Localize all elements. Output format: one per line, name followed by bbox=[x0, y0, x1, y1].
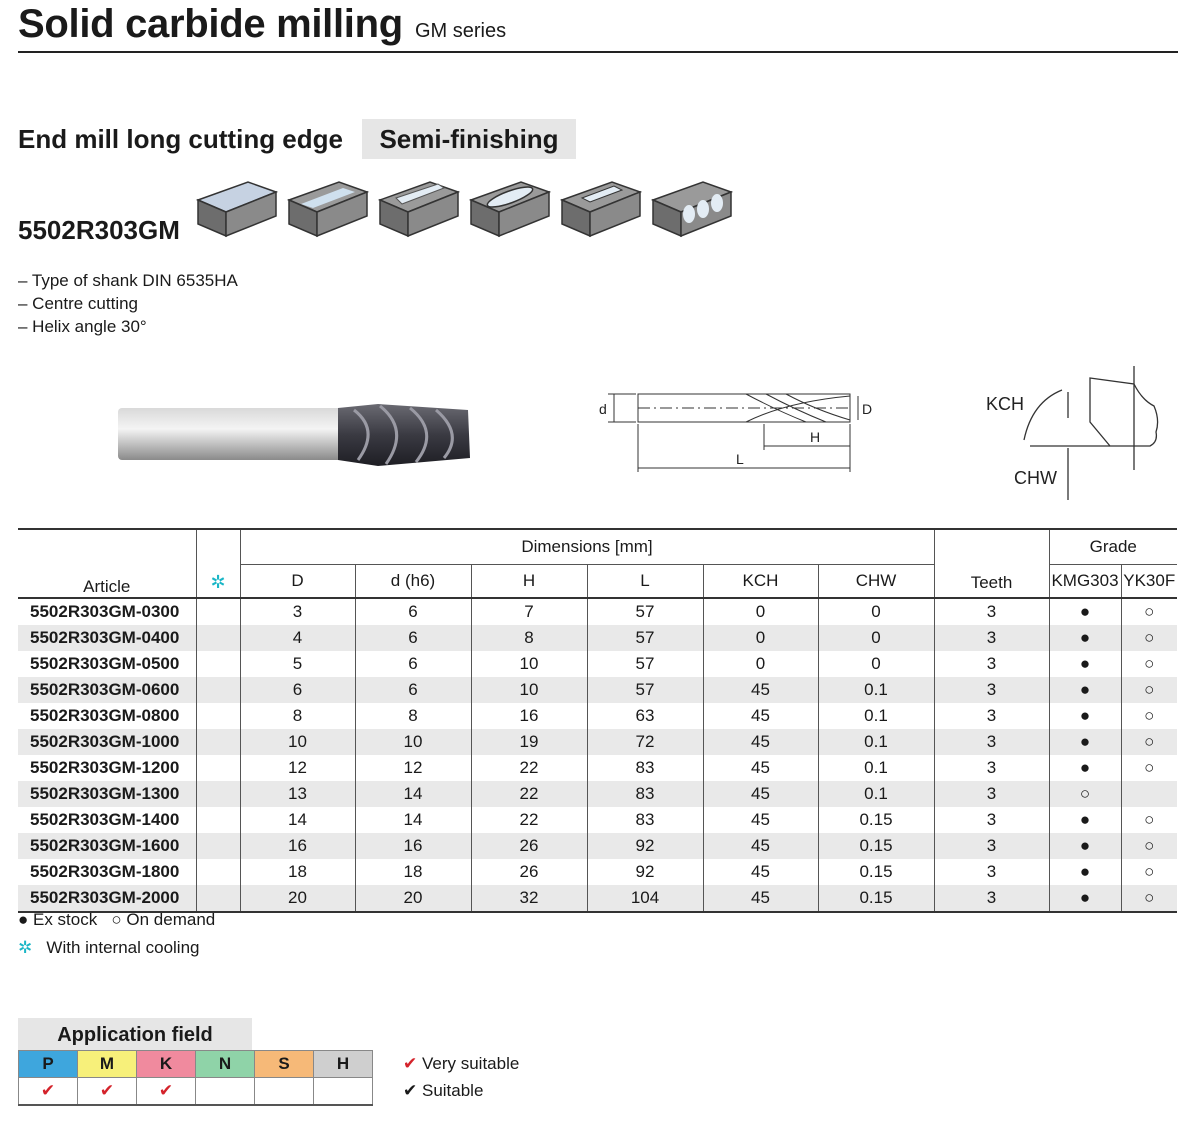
cell-KCH: 45 bbox=[703, 755, 818, 781]
cell-cooling bbox=[196, 677, 240, 703]
feature-helix: – Helix angle 30° bbox=[18, 317, 147, 336]
cell-grade-kmg303: ● bbox=[1049, 833, 1121, 859]
cell-KCH: 45 bbox=[703, 859, 818, 885]
cell-L: 83 bbox=[587, 781, 703, 807]
cell-d-h6: 14 bbox=[355, 807, 471, 833]
cell-grade-kmg303: ● bbox=[1049, 885, 1121, 912]
cell-L: 63 bbox=[587, 703, 703, 729]
cell-CHW: 0.1 bbox=[818, 781, 934, 807]
cell-L: 83 bbox=[587, 755, 703, 781]
cell-d-h6: 6 bbox=[355, 625, 471, 651]
feature-centre-cutting: – Centre cutting bbox=[18, 294, 139, 313]
cell-cooling bbox=[196, 729, 240, 755]
cell-KCH: 45 bbox=[703, 729, 818, 755]
cell-D: 14 bbox=[240, 807, 355, 833]
cell-CHW: 0.15 bbox=[818, 859, 934, 885]
black-check-icon: ✔ bbox=[403, 1081, 418, 1100]
cell-KCH: 45 bbox=[703, 833, 818, 859]
cell-D: 4 bbox=[240, 625, 355, 651]
material-p: P bbox=[19, 1051, 78, 1078]
cell-article: 5502R303GM-1400 bbox=[30, 810, 180, 829]
cell-grade-kmg303: ● bbox=[1049, 651, 1121, 677]
application-field-title: Application field bbox=[18, 1018, 252, 1050]
cell-grade-yk30f: ○ bbox=[1121, 807, 1177, 833]
cooling-icon: ✲ bbox=[210, 572, 226, 592]
cell-teeth: 3 bbox=[934, 807, 1049, 833]
cell-CHW: 0.1 bbox=[818, 755, 934, 781]
table-row bbox=[18, 651, 1177, 677]
suitability-mark-m: ✔ bbox=[78, 1078, 137, 1106]
material-m: M bbox=[78, 1051, 137, 1078]
cell-d-h6: 14 bbox=[355, 781, 471, 807]
material-n: N bbox=[196, 1051, 255, 1078]
cell-L: 92 bbox=[587, 833, 703, 859]
cell-D: 6 bbox=[240, 677, 355, 703]
cell-KCH: 45 bbox=[703, 885, 818, 912]
material-h: H bbox=[314, 1051, 373, 1078]
suitability-mark-p: ✔ bbox=[19, 1078, 78, 1106]
cell-H: 8 bbox=[471, 625, 587, 651]
cell-teeth: 3 bbox=[934, 677, 1049, 703]
cell-grade-kmg303: ○ bbox=[1049, 781, 1121, 807]
cooling-legend-text: With internal cooling bbox=[46, 938, 200, 957]
application-field-table bbox=[18, 1050, 373, 1106]
shoulder-milling-icon bbox=[287, 178, 369, 240]
col-teeth-label: Teeth bbox=[970, 573, 1013, 592]
cell-grade-yk30f: ○ bbox=[1121, 651, 1177, 677]
col-cooling bbox=[196, 529, 240, 598]
cell-H: 22 bbox=[471, 781, 587, 807]
table-row bbox=[18, 859, 1177, 885]
chamfer-detail-drawing bbox=[984, 362, 1174, 502]
cell-H: 26 bbox=[471, 859, 587, 885]
col-CHW: CHW bbox=[818, 565, 934, 599]
cell-H: 22 bbox=[471, 755, 587, 781]
cell-D: 18 bbox=[240, 859, 355, 885]
cell-teeth: 3 bbox=[934, 833, 1049, 859]
cell-d-h6: 10 bbox=[355, 729, 471, 755]
label-kch: KCH bbox=[986, 394, 1025, 414]
cell-article: 5502R303GM-1000 bbox=[18, 729, 196, 755]
col-grade-kmg303: KMG303 bbox=[1049, 565, 1121, 599]
cell-CHW: 0.15 bbox=[818, 807, 934, 833]
table-row bbox=[18, 755, 1177, 781]
material-k: K bbox=[137, 1051, 196, 1078]
cooling-legend bbox=[18, 938, 200, 958]
cell-H: 10 bbox=[471, 677, 587, 703]
cell-grade-kmg303: ● bbox=[1049, 755, 1121, 781]
cell-D: 13 bbox=[240, 781, 355, 807]
cell-D: 5 bbox=[240, 651, 355, 677]
suitability-mark-n bbox=[196, 1078, 255, 1106]
cell-teeth: 3 bbox=[934, 885, 1049, 912]
cell-D: 8 bbox=[240, 703, 355, 729]
table-row bbox=[18, 885, 1177, 912]
cell-L: 57 bbox=[587, 677, 703, 703]
col-D: D bbox=[240, 565, 355, 599]
operation-badge: Semi-finishing bbox=[362, 119, 576, 159]
cell-KCH: 0 bbox=[703, 598, 818, 625]
cell-cooling bbox=[196, 859, 240, 885]
cell-article: 5502R303GM-1200 bbox=[30, 758, 180, 777]
table-row bbox=[18, 781, 1177, 807]
cell-grade-yk30f: ○ bbox=[1121, 598, 1177, 625]
cell-KCH: 0 bbox=[703, 651, 818, 677]
red-check-icon: ✔ bbox=[403, 1054, 418, 1073]
cell-teeth: 3 bbox=[934, 729, 1049, 755]
table-row bbox=[18, 807, 1177, 833]
cell-H: 19 bbox=[471, 729, 587, 755]
cell-article: 5502R303GM-0400 bbox=[18, 625, 196, 651]
cell-article: 5502R303GM-0800 bbox=[30, 706, 180, 725]
cell-grade-kmg303: ● bbox=[1049, 729, 1121, 755]
spec-table bbox=[18, 528, 1177, 913]
cell-grade-yk30f: ○ bbox=[1121, 677, 1177, 703]
table-row bbox=[18, 625, 1177, 651]
cell-d-h6: 16 bbox=[355, 833, 471, 859]
cell-H: 22 bbox=[471, 807, 587, 833]
cell-teeth: 3 bbox=[934, 651, 1049, 677]
very-suitable-text: Very suitable bbox=[421, 1054, 520, 1073]
cell-CHW: 0.1 bbox=[818, 703, 934, 729]
cell-L: 57 bbox=[587, 651, 703, 677]
cell-L: 92 bbox=[587, 859, 703, 885]
plunge-milling-icon bbox=[651, 178, 733, 240]
col-article bbox=[18, 529, 196, 598]
cell-teeth: 3 bbox=[934, 755, 1049, 781]
label-d: d bbox=[599, 401, 607, 417]
col-d-h6: d (h6) bbox=[355, 565, 471, 599]
cell-cooling bbox=[196, 833, 240, 859]
very-suitable-legend bbox=[403, 1054, 519, 1074]
cell-grade-yk30f: ○ bbox=[1121, 625, 1177, 651]
cell-L: 83 bbox=[587, 807, 703, 833]
cell-teeth: 3 bbox=[934, 859, 1049, 885]
stock-legend bbox=[18, 910, 215, 930]
col-KCH: KCH bbox=[703, 565, 818, 599]
cell-teeth: 3 bbox=[934, 781, 1049, 807]
page-title: Solid carbide milling bbox=[18, 2, 403, 46]
pocket-slot-icon bbox=[469, 178, 551, 240]
cell-d-h6: 8 bbox=[355, 703, 471, 729]
cell-teeth: 3 bbox=[934, 598, 1049, 625]
cell-grade-kmg303: ● bbox=[1049, 807, 1121, 833]
cell-d-h6: 12 bbox=[355, 755, 471, 781]
cell-CHW: 0.1 bbox=[818, 729, 934, 755]
table-row bbox=[18, 833, 1177, 859]
cell-article: 5502R303GM-0600 bbox=[18, 677, 196, 703]
dimension-drawing bbox=[596, 384, 886, 476]
ex-stock-legend: ● Ex stock bbox=[18, 910, 98, 929]
suitable-text: Suitable bbox=[421, 1081, 484, 1100]
material-s: S bbox=[255, 1051, 314, 1078]
title-rule bbox=[18, 51, 1178, 53]
label-chw: CHW bbox=[1014, 468, 1057, 488]
cell-CHW: 0 bbox=[818, 651, 934, 677]
cell-d-h6: 18 bbox=[355, 859, 471, 885]
cell-grade-kmg303: ● bbox=[1049, 703, 1121, 729]
group-dimensions bbox=[240, 529, 934, 565]
cell-article: 5502R303GM-1600 bbox=[18, 833, 196, 859]
cell-grade-yk30f bbox=[1121, 781, 1177, 807]
cell-CHW: 0.15 bbox=[818, 833, 934, 859]
product-subtitle: End mill long cutting edge bbox=[18, 124, 343, 154]
cooling-legend-icon: ✲ bbox=[18, 938, 33, 957]
cell-L: 57 bbox=[587, 598, 703, 625]
table-row bbox=[18, 598, 1177, 625]
cell-article: 5502R303GM-1800 bbox=[30, 862, 180, 881]
cell-article: 5502R303GM-0300 bbox=[30, 602, 180, 621]
cell-cooling bbox=[196, 598, 240, 625]
cell-d-h6: 20 bbox=[355, 885, 471, 912]
cell-d-h6: 6 bbox=[355, 677, 471, 703]
cell-H: 16 bbox=[471, 703, 587, 729]
cell-teeth: 3 bbox=[934, 703, 1049, 729]
cell-grade-kmg303: ● bbox=[1049, 598, 1121, 625]
cell-L: 57 bbox=[587, 625, 703, 651]
cell-D: 20 bbox=[240, 885, 355, 912]
group-grade-label: Grade bbox=[1089, 537, 1137, 556]
group-dimensions-label: Dimensions [mm] bbox=[521, 537, 653, 556]
pocket-milling-icon bbox=[560, 178, 642, 240]
cell-grade-yk30f: ○ bbox=[1121, 703, 1177, 729]
cell-d-h6: 6 bbox=[355, 598, 471, 625]
cell-grade-yk30f: ○ bbox=[1121, 859, 1177, 885]
cell-KCH: 45 bbox=[703, 703, 818, 729]
cell-article: 5502R303GM-0500 bbox=[30, 654, 180, 673]
cell-grade-kmg303: ● bbox=[1049, 859, 1121, 885]
cell-CHW: 0 bbox=[818, 625, 934, 651]
cell-article: 5502R303GM-2000 bbox=[18, 885, 196, 912]
cell-H: 26 bbox=[471, 833, 587, 859]
cell-KCH: 0 bbox=[703, 625, 818, 651]
cell-grade-yk30f: ○ bbox=[1121, 755, 1177, 781]
cell-grade-kmg303: ● bbox=[1049, 625, 1121, 651]
cell-KCH: 45 bbox=[703, 781, 818, 807]
cell-L: 104 bbox=[587, 885, 703, 912]
cell-cooling bbox=[196, 781, 240, 807]
slot-milling-icon bbox=[378, 178, 460, 240]
suitability-mark-h bbox=[314, 1078, 373, 1106]
cell-L: 72 bbox=[587, 729, 703, 755]
suitable-legend bbox=[403, 1081, 483, 1101]
suitability-mark-k: ✔ bbox=[137, 1078, 196, 1106]
col-H: H bbox=[471, 565, 587, 599]
cell-H: 7 bbox=[471, 598, 587, 625]
feature-shank: – Type of shank DIN 6535HA bbox=[18, 271, 238, 290]
cell-KCH: 45 bbox=[703, 677, 818, 703]
col-L: L bbox=[587, 565, 703, 599]
cell-D: 10 bbox=[240, 729, 355, 755]
cell-cooling bbox=[196, 625, 240, 651]
table-row bbox=[18, 729, 1177, 755]
cell-d-h6: 6 bbox=[355, 651, 471, 677]
cell-cooling bbox=[196, 651, 240, 677]
col-teeth bbox=[934, 529, 1049, 598]
label-L: L bbox=[736, 451, 744, 467]
group-grade bbox=[1049, 529, 1177, 565]
cell-CHW: 0.15 bbox=[818, 885, 934, 912]
series-label: GM series bbox=[415, 20, 507, 42]
label-D: D bbox=[862, 401, 873, 417]
cell-cooling bbox=[196, 755, 240, 781]
cell-grade-yk30f: ○ bbox=[1121, 729, 1177, 755]
cell-H: 32 bbox=[471, 885, 587, 912]
cell-cooling bbox=[196, 807, 240, 833]
cell-D: 12 bbox=[240, 755, 355, 781]
cell-CHW: 0.1 bbox=[818, 677, 934, 703]
cell-H: 10 bbox=[471, 651, 587, 677]
cell-grade-yk30f: ○ bbox=[1121, 885, 1177, 912]
on-demand-legend: ○ On demand bbox=[111, 910, 216, 929]
product-code: 5502R303GM bbox=[18, 215, 180, 245]
cell-D: 3 bbox=[240, 598, 355, 625]
cell-D: 16 bbox=[240, 833, 355, 859]
cell-grade-kmg303: ● bbox=[1049, 677, 1121, 703]
cell-grade-yk30f: ○ bbox=[1121, 833, 1177, 859]
table-row bbox=[18, 703, 1177, 729]
cell-CHW: 0 bbox=[818, 598, 934, 625]
col-grade-yk30f: YK30F bbox=[1121, 565, 1177, 599]
suitability-mark-s bbox=[255, 1078, 314, 1106]
label-H: H bbox=[810, 429, 821, 445]
col-article-label: Article bbox=[83, 577, 131, 596]
cell-teeth: 3 bbox=[934, 625, 1049, 651]
face-milling-icon bbox=[196, 178, 278, 240]
end-mill-photo bbox=[118, 400, 478, 470]
cell-cooling bbox=[196, 703, 240, 729]
cell-article: 5502R303GM-1300 bbox=[18, 781, 196, 807]
cell-KCH: 45 bbox=[703, 807, 818, 833]
table-row bbox=[18, 677, 1177, 703]
cell-cooling bbox=[196, 885, 240, 912]
